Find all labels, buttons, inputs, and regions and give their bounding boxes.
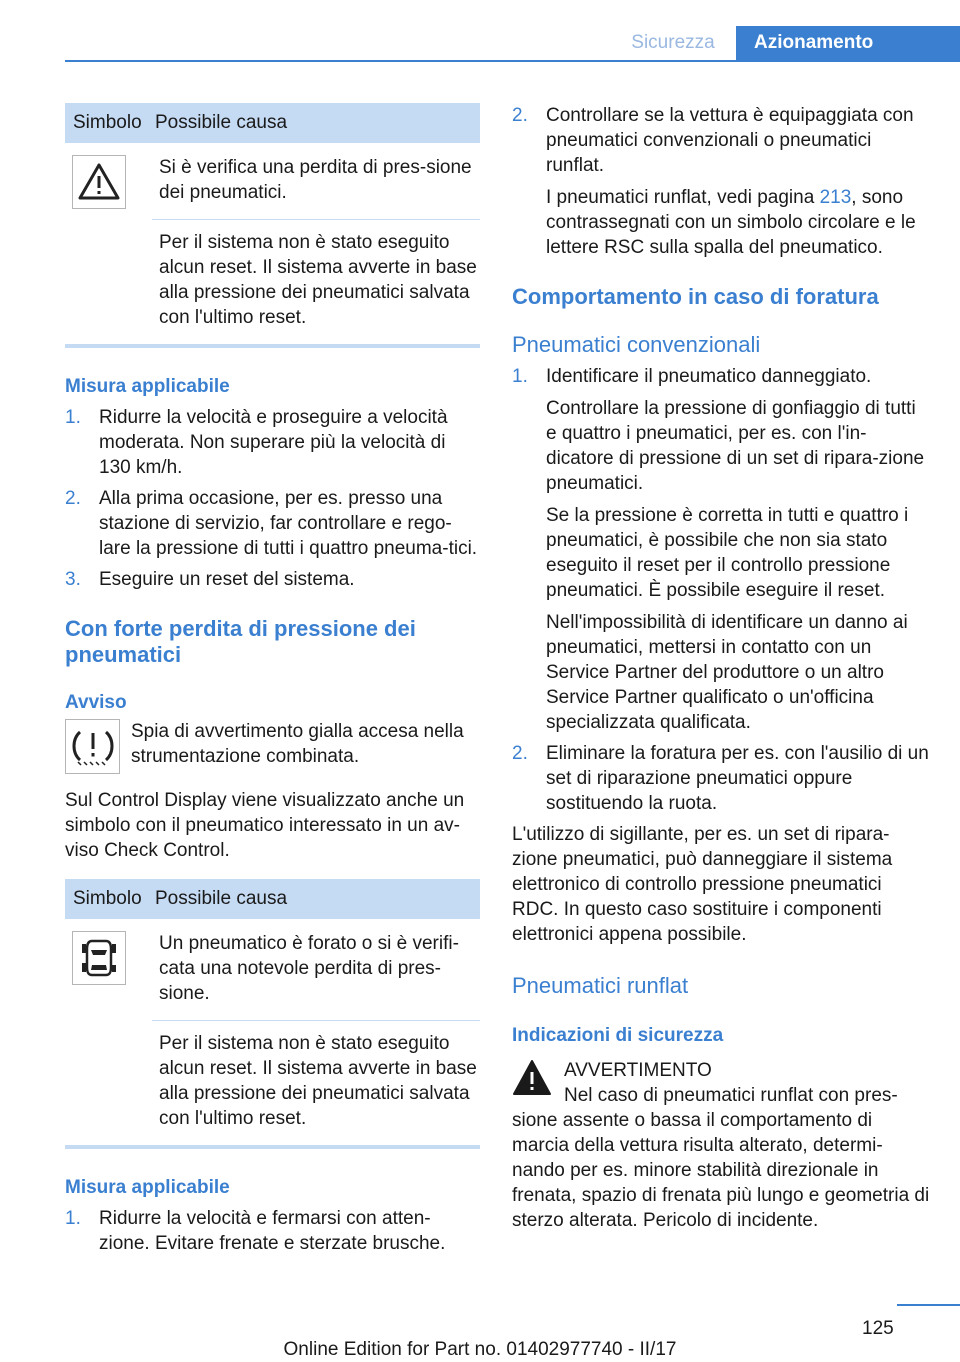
warning-block (512, 1058, 930, 1108)
right-column (512, 103, 930, 1233)
warning-label: AVVERTIMENTO (564, 1060, 712, 1081)
page-link[interactable]: 213 (819, 187, 852, 208)
table-cause-text: Per il sistema non è stato eseguito alcun reset. Il sistema avverte in base alla pressione dei pneumatici salvata con l'ultimo reset. (152, 1021, 480, 1146)
left-column (65, 103, 480, 1256)
warning-text-first-line: Nel caso di pneumatici runflat con pres- (564, 1085, 898, 1106)
subsection-heading: Pneumatici runflat (512, 973, 689, 998)
notice-row (65, 719, 480, 774)
table-cause-text: Si è verifica una perdita di pres-sione dei pneumatici. (159, 157, 472, 203)
table-cause-text: Un pneumatico è forato o si è verifi-cata una notevole perdita di pres-sione. (159, 933, 459, 1004)
list-item: 1. Ridurre la velocità e fermarsi con atten-zione. Evitare frenate e sterzate brusche. (65, 1208, 446, 1254)
table-cause-text: Per il sistema non è stato eseguito alcun reset. Il sistema avverte in base alla pressione dei pneumatici salvata con l'ultimo reset. (152, 220, 480, 345)
edition-footer: Online Edition for Part no. 01402977740 - II/17 (283, 1339, 677, 1360)
table-header-symbol: Simbolo (65, 103, 152, 143)
section-heading: Comportamento in caso di foratura (512, 284, 879, 309)
measure-heading: Misura applicabile (65, 1177, 230, 1198)
list-item: 2. Controllare se la vettura è equipaggiata con pneumatici convenzionali o pneumatici runflat. (512, 105, 914, 176)
header-section-tab[interactable]: Sicurezza (631, 32, 715, 53)
symbol-table-1 (65, 103, 480, 344)
table-icon-cell (65, 143, 152, 344)
list-item: 1. Identificare il pneumatico danneggiato. (512, 366, 872, 387)
measure-heading: Misura applicabile (65, 376, 230, 397)
sealant-text: L'utilizzo di sigillante, per es. un set di ripara-zione pneumatici, può danneggiare il sistema elettronico di controllo pressione pneumatici RDC. In questo caso sostituire i componenti elettronici appena possibile. (512, 824, 893, 945)
paragraph: Se la pressione è corretta in tutti e quattro i pneumatici, è possibile che non sia stato eseguito il reset per il controllo pressione pneumatici. È possibile eseguire il reset. (546, 505, 909, 601)
warning-triangle-icon (72, 155, 126, 209)
table-end-rule (65, 344, 480, 348)
check-control-text: Sul Control Display viene visualizzato anche un simbolo con il pneumatico interessato in un av-viso Check Control. (65, 790, 465, 861)
list-item: 2. Eliminare la foratura per es. con l'ausilio di un set di riparazione pneumatici oppure sostituendo la ruota. (512, 743, 929, 814)
paragraph: Controllare la pressione di gonfiaggio di tutti e quattro i pneumatici, per es. con l'in-dicatore di pressione di un set di ripara-zione pneumatici. (546, 398, 925, 494)
section-heading: Con forte perdita di pressione dei pneumatici (65, 616, 416, 667)
tire-pressure-warning-icon (65, 719, 131, 774)
footer-rule (897, 1304, 960, 1306)
list-item: 3. Eseguire un reset del sistema. (65, 569, 355, 590)
car-flat-tire-icon (72, 931, 126, 985)
notice-text: Spia di avvertimento gialla accesa nella strumentazione combinata. (131, 721, 464, 767)
symbol-table-2 (65, 879, 480, 1145)
runflat-note: I pneumatici runflat, vedi pagina 213, sono contrassegnati con un simbolo circolare e le lettere RSC sulla spalla del pneumatico. (546, 187, 916, 258)
header-rule (65, 60, 960, 62)
subsection-heading: Pneumatici convenzionali (512, 332, 761, 357)
safety-heading: Indicazioni di sicurezza (512, 1025, 724, 1046)
page-number: 125 (862, 1318, 894, 1339)
list-item: 2. Alla prima occasione, per es. presso una stazione di servizio, far controllare e rego-lare la pressione di tutti i quattro pneuma-tici. (65, 488, 478, 559)
table-header-cause: Possibile causa (152, 879, 480, 919)
notice-heading: Avviso (65, 692, 127, 713)
warning-triangle-icon (512, 1058, 564, 1108)
table-icon-cell (65, 919, 152, 1145)
paragraph: Nell'impossibilità di identificare un danno ai pneumatici, mettersi in contatto con un Service Partner del produttore o un altro Service Partner qualificato o un'officina specializzata qualificata. (546, 612, 908, 733)
table-header-cause: Possibile causa (152, 103, 480, 143)
list-item: 1. Ridurre la velocità e proseguire a velocità moderata. Non superare più la velocità di 130 km/h. (65, 407, 448, 478)
warning-text: sione assente o bassa il comportamento di marcia della vettura risulta alterato, determi-nando per es. minore stabilità direzionale in frenata, spazio di frenata più lungo e geometria di sterzo alterata. Pericolo di incidente. (512, 1110, 930, 1231)
header-chapter-tab[interactable]: Azionamento (736, 26, 960, 60)
table-header-symbol: Simbolo (65, 879, 152, 919)
table-end-rule (65, 1145, 480, 1149)
